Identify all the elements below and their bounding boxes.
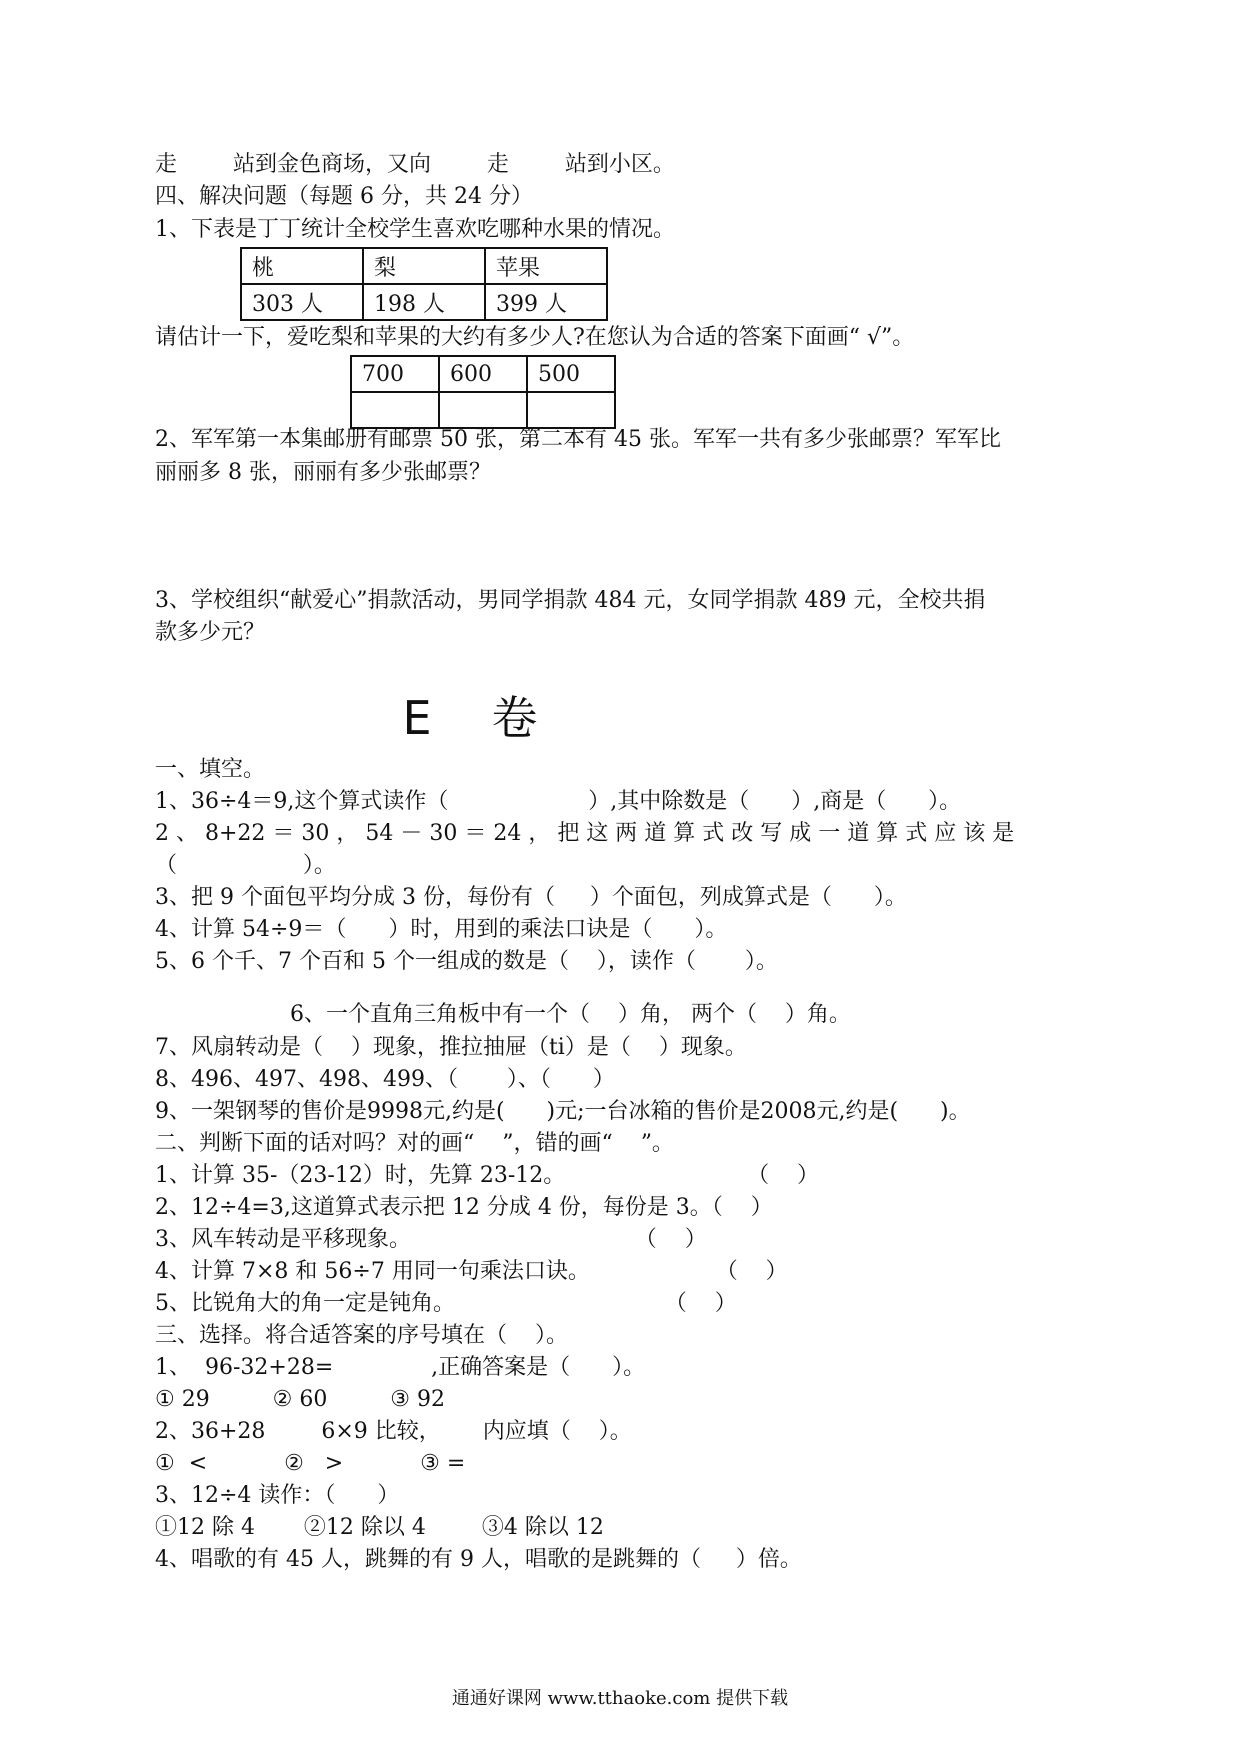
section-heading: 三、选择。将合适答案的序号填在（ ）。 — [155, 1323, 568, 1348]
table-cell: 700 — [351, 356, 439, 392]
options-line: ①12 除 4 ②12 除以 4 ③4 除以 12 — [155, 1515, 604, 1540]
text-line: 走 站到金色商场，又向 走 站到小区。 — [155, 152, 675, 177]
question-line: 款多少元？ — [155, 620, 266, 645]
section-heading: 一、填空。 — [155, 757, 266, 782]
question-line: 2、军军第一本集邮册有邮票 50 张，第二本有 45 张。军军一共有多少张邮票？军军比 — [155, 427, 1001, 452]
answer-cell — [527, 392, 615, 428]
table-cell: 苹果 — [485, 248, 607, 284]
question-line: 5、6 个千、7 个百和 5 个一组成的数是（ ），读作（ ）。 — [155, 949, 778, 974]
table-cell: 303 人 — [241, 284, 363, 320]
table-cell: 600 — [439, 356, 527, 392]
question-line: 3、学校组织“献爱心”捐款活动，男同学捐款 484 元，女同学捐款 489 元，全校共捐 — [155, 588, 986, 613]
question-line: 1、 96-32+28= ,正确答案是（ ）。 — [155, 1355, 646, 1380]
answer-cell — [351, 392, 439, 428]
question-line: 1、下表是丁丁统计全校学生喜欢吃哪种水果的情况。 — [155, 217, 675, 242]
question-line: 3、12÷4 读作：（ ） — [155, 1483, 400, 1508]
question-line: 6、一个直角三角板中有一个（ ）角， 两个（ ）角。 — [290, 1002, 851, 1027]
question-line: 请估计一下，爱吃梨和苹果的大约有多少人?在您认为合适的答案下面画“ √”。 — [155, 325, 915, 350]
table-cell: 梨 — [363, 248, 485, 284]
answer-cell — [439, 392, 527, 428]
table-cell: 桃 — [241, 248, 363, 284]
question-line: 1、36÷4＝9,这个算式读作（ ）,其中除数是（ ）,商是（ ）。 — [155, 789, 962, 814]
page-footer: 通通好课网 www.tthaoke.com 提供下载 — [451, 1688, 789, 1709]
question-line: 5、比锐角大的角一定是钝角。 （ ） — [155, 1291, 737, 1316]
question-line: 3、风车转动是平移现象。 （ ） — [155, 1227, 707, 1252]
options-line: ① 29 ② 60 ③ 92 — [155, 1387, 446, 1412]
section-heading: 四、解决问题（每题 6 分，共 24 分） — [155, 184, 533, 209]
question-line: 3、把 9 个面包平均分成 3 份，每份有（ ）个面包，列成算式是（ ）。 — [155, 885, 907, 910]
question-line: 1、计算 35-（23-12）时，先算 23-12。 （ ） — [155, 1163, 820, 1188]
question-line: 2 、 8+22 ＝ 30 ， 54 － 30 ＝ 24 ， 把 这 两 道 算 式 改 写 成 一 道 算 式 应 该 是 — [155, 821, 1015, 846]
options-line: ① < ② > ③ = — [155, 1451, 466, 1476]
page-title: E卷 — [402, 691, 598, 745]
question-line: 丽丽多 8 张，丽丽有多少张邮票？ — [155, 460, 491, 485]
question-line: 9、一架钢琴的售价是9998元,约是( )元;一台冰箱的售价是2008元,约是( )。 — [155, 1099, 971, 1124]
section-heading: 二、判断下面的话对吗？对的画“ ”，错的画“ ”。 — [155, 1131, 674, 1156]
question-line: 8、496、497、498、499、（ ）、（ ） — [155, 1067, 615, 1092]
table-cell: 500 — [527, 356, 615, 392]
fruit-table — [240, 247, 608, 321]
question-line: （ ）。 — [155, 853, 336, 878]
table-cell: 198 人 — [363, 284, 485, 320]
question-line: 2、36+28 6×9 比较， 内应填（ ）。 — [155, 1419, 632, 1444]
question-line: 4、唱歌的有 45 人，跳舞的有 9 人，唱歌的是跳舞的（ ）倍。 — [155, 1547, 802, 1572]
question-line: 4、计算 7×8 和 56÷7 用同一句乘法口诀。 （ ） — [155, 1259, 788, 1284]
table-cell: 399 人 — [485, 284, 607, 320]
estimate-table — [350, 355, 616, 429]
question-line: 7、风扇转动是（ ）现象，推拉抽屉（ti）是（ ）现象。 — [155, 1035, 747, 1060]
question-line: 4、计算 54÷9＝（ ）时，用到的乘法口诀是（ ）。 — [155, 917, 728, 942]
question-line: 2、12÷4=3,这道算式表示把 12 分成 4 份，每份是 3。（ ） — [155, 1195, 773, 1220]
